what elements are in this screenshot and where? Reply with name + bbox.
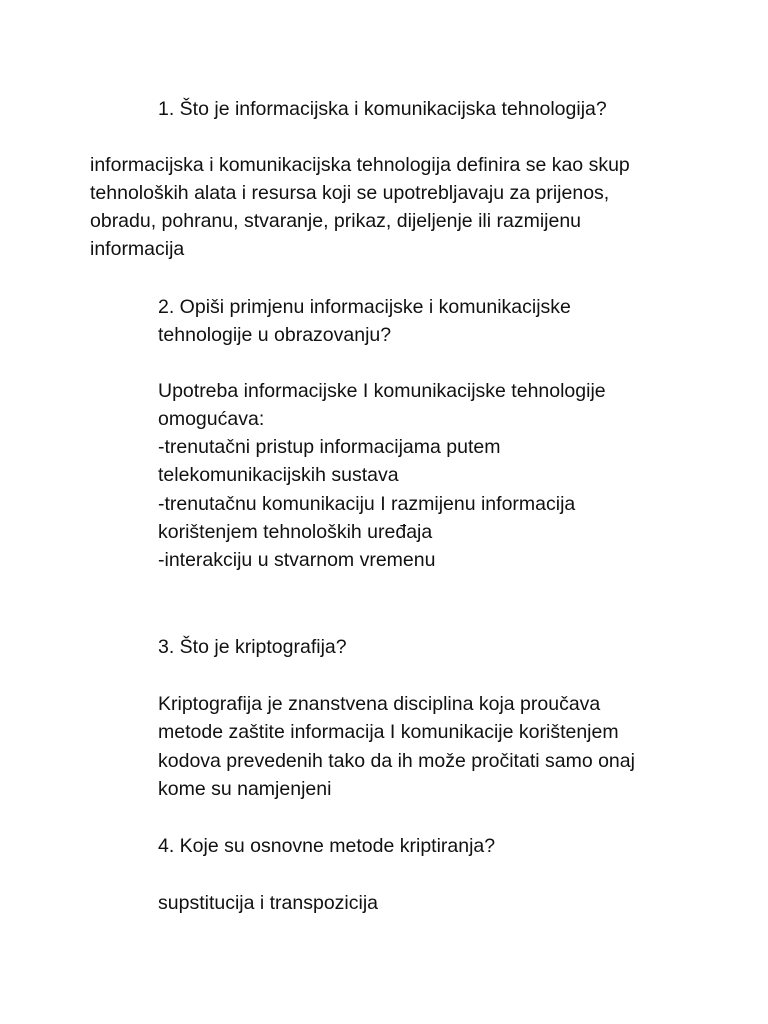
question-2-line-1: 2. Opiši primjenu informacijske i komunikacijske (158, 296, 571, 318)
answer-2-line-1: Upotreba informacijske I komunikacijske tehnologije (158, 380, 606, 402)
answer-2-line-4: telekomunikacijskih sustava (158, 464, 399, 486)
answer-1-line-4: informacija (90, 238, 185, 260)
answer-4: supstitucija i transpozicija (158, 892, 379, 914)
question-4: 4. Koje su osnovne metode kriptiranja? (158, 835, 496, 857)
answer-1-line-2: tehnoloških alata i resursa koji se upotrebljavaju za prijenos, (90, 182, 610, 204)
answer-1-line-1: informacijska i komunikacijska tehnologija definira se kao skup (90, 154, 630, 176)
question-1: 1. Što je informacijska i komunikacijska tehnologija? (158, 98, 607, 120)
answer-3-line-2: metode zaštite informacija I komunikacije korištenjem (158, 721, 619, 743)
answer-2-line-6: korištenjem tehnoloških uređaja (158, 521, 433, 543)
answer-2-line-5: -trenutačnu komunikaciju I razmijenu informacija (158, 493, 576, 515)
question-2-line-2: tehnologije u obrazovanju? (158, 324, 392, 346)
answer-1-line-3: obradu, pohranu, stvaranje, prikaz, dijeljenje ili razmijenu (90, 210, 582, 232)
question-3: 3. Što je kriptografija? (158, 636, 347, 658)
answer-3-line-3: kodova prevedenih tako da ih može pročitati samo onaj (158, 750, 635, 772)
answer-2-line-7: -interakciju u stvarnom vremenu (158, 549, 436, 571)
answer-2-line-2: omogućava: (158, 408, 265, 430)
answer-3-line-1: Kriptografija je znanstvena disciplina koja proučava (158, 693, 601, 715)
answer-3-line-4: kome su namjenjeni (158, 778, 332, 800)
answer-2-line-3: -trenutačni pristup informacijama putem (158, 436, 501, 458)
